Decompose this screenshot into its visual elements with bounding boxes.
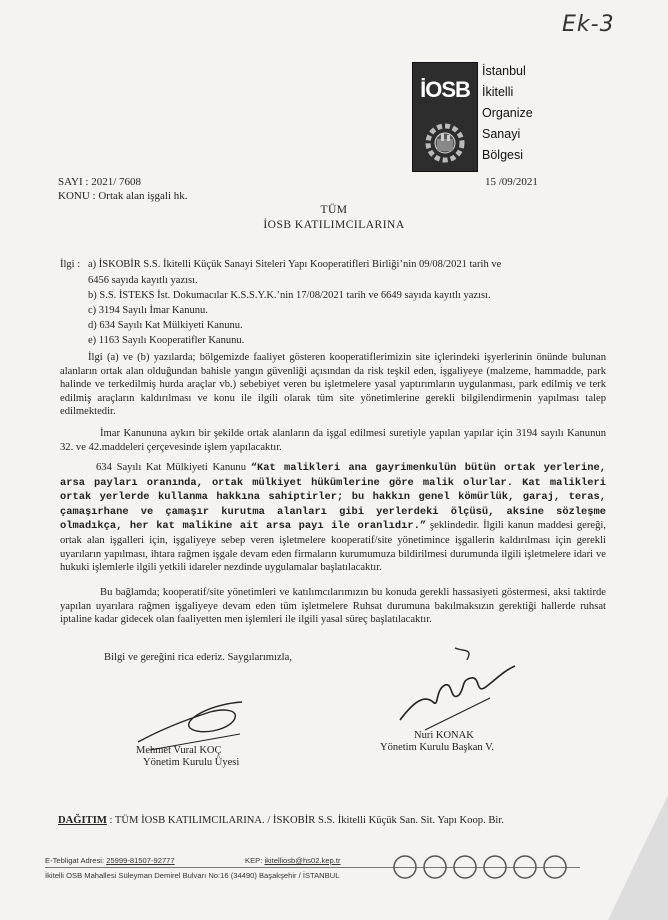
footer-kep xyxy=(245,856,341,865)
reference-a-line2: 6456 sayıda kayıtlı yazısı. xyxy=(88,275,198,286)
logo-line-4: Sanayi xyxy=(482,127,521,141)
logo-line-2: İkitelli xyxy=(482,85,514,99)
etebligat-label: E-Tebligat Adresi: xyxy=(45,856,105,865)
paragraph-3-start: 634 Sayılı Kat Mülkiyeti Kanunu xyxy=(96,462,251,473)
document-date: 15 /09/2021 xyxy=(485,176,538,188)
annex-mark: Ek-3 xyxy=(562,12,615,37)
closing-text: Bilgi ve gereğini rica ederiz. Saygılarımızla, xyxy=(104,652,292,663)
left-signer-title: Yönetim Kurulu Üyesi xyxy=(143,757,240,768)
title-line-1: TÜM xyxy=(320,204,348,216)
etebligat-value: 25999-81507-92777 xyxy=(106,856,175,865)
sayi-value: : 2021/ 7608 xyxy=(85,176,142,188)
footer-etebligat xyxy=(45,856,175,865)
left-signer-name: Mehmet Vural KOÇ xyxy=(136,745,222,756)
iosb-logo xyxy=(412,62,598,170)
kep-label: KEP: xyxy=(245,856,263,865)
paragraph-3 xyxy=(60,461,606,575)
paragraph-3-end: şeklindedir. İlgili kanun maddesi gereği, ortak alan işgalleri için, işgaliyeye sebep veren işletmelere kooperatif/site yönetimince işgallerin kaldırılması için gerekli uyarıların yapılması, ihtara rağmen işgale devam eden firmaların kurumumuza bildirilmesi durumunda ilgili işletmelere idari ve hukuki işlemlerle ilgili yetkili idareler nezdinde uygulamalar başlatılacaktır. xyxy=(60,520,606,574)
sayi-label: SAYI xyxy=(58,176,83,188)
references-label: İlgi : xyxy=(60,259,81,270)
distribution-row xyxy=(58,815,504,826)
logo-badge-text: İOSB xyxy=(420,77,470,102)
certification-badges xyxy=(390,850,590,884)
reference-a-line1: a) İSKOBİR S.S. İkitelli Küçük Sanayi Siteleri Yapı Kooperatifleri Birliği’nin 09/08/2021 tarih ve xyxy=(88,259,502,270)
footer-address: İkitelli OSB Mahallesi Süleyman Demirel Bulvarı No:16 (34490) Başakşehir / İSTANBUL xyxy=(45,871,340,880)
konu-label: KONU xyxy=(58,190,90,202)
reference-d: d) 634 Sayılı Kat Mülkiyeti Kanunu. xyxy=(88,320,243,331)
reference-c: c) 3194 Sayılı İmar Kanunu. xyxy=(88,305,208,316)
law-quote: “Kat malikleri ana gayrimenkulün bütün ortak yerlerine, arsa payları oranında, ortak mülkiyet hükümlerine göre malik olurlar. Kat malikleri ortak yerlerde kullanma hakkına sahiptirler; bu hakkın genel kömürlük, garaj, teras, çamaşırhane ve çamaşır kurutma alanları gibi yerlerdeki ölçüsü, aksine sözleşme olmadıkça, her kat malikine ait arsa payı ile oranlıdır.” xyxy=(60,462,606,533)
distribution-label: DAĞITIM xyxy=(58,815,107,826)
konu-row xyxy=(58,190,188,202)
paragraph-2: İmar Kanununa aykırı bir şekilde ortak alanların da işgal edilmesi suretiyle yapılan yapılar için 3194 sayılı Kanunun 32. ve 42.maddeleri çerçevesinde işlem yapılacaktır. xyxy=(60,428,606,453)
logo-line-5: Bölgesi xyxy=(482,148,523,162)
gear-icon xyxy=(417,115,473,165)
right-signer-title: Yönetim Kurulu Başkan V. xyxy=(380,742,494,753)
paragraph-4: Bu bağlamda; kooperatif/site yönetimleri ve katılımcılarımızın bu konuda gerekli hassasiyeti göstermesi, aksi taktirde yapılan uyarılara rağmen işgaliyeye devam eden tüm işletmelere Ruhsat durumuna bakılmaksızın gerektiği hallerde ruhsat iptaline kadar gidecek olan faaliyetten men işlemleri ile ilgili yasal süreç başlatılacaktır. xyxy=(60,587,606,626)
scan-edge-artifact xyxy=(608,795,668,920)
distribution-text: : TÜM İOSB KATILIMCILARINA. / İSKOBİR S.S. İkitelli Küçük San. Sit. Yapı Koop. Bir. xyxy=(109,815,504,826)
reference-b: b) S.S. İSTEKS İst. Dokumacılar K.S.S.Y.K.’nin 17/08/2021 tarih ve 6649 sayıda kayıtlı yazısı. xyxy=(88,290,491,301)
kep-value: ikitelliosb@hs02.kep.tr xyxy=(264,856,341,865)
right-signature-image xyxy=(395,640,525,740)
right-signer-name: Nuri KONAK xyxy=(414,730,474,741)
logo-line-1: İstanbul xyxy=(482,64,526,78)
title-line-2: İOSB KATILIMCILARINA xyxy=(263,219,405,231)
reference-e: e) 1163 Sayılı Kooperatifler Kanunu. xyxy=(88,335,245,346)
paragraph-1: İlgi (a) ve (b) yazılarda; bölgemizde faaliyet gösteren kooperatiflerimizin site içlerindeki işyerlerinin önünde bulunan alanların ortak alan olduğundan bahisle yangın güvenliği açısından da risk teşkil eden, işgaliyeye (malzeme, hammadde, park halinde ve terkedilmiş hurda araçlar vb.) sebebiyet veren bu işletmelere yasal yaptırımların uygulanması, park edilmiş ve terk edilmiş araçların kaldırılması ve konu ile ilgili olarak tüm site yönetimlerine gerekli bilgilendirmenin yapılması talep edilmektedir. xyxy=(60,352,606,418)
sayi-row xyxy=(58,176,141,188)
logo-line-3: Organize xyxy=(482,106,533,120)
konu-value: : Ortak alan işgali hk. xyxy=(92,190,188,202)
logo-badge xyxy=(412,62,478,172)
